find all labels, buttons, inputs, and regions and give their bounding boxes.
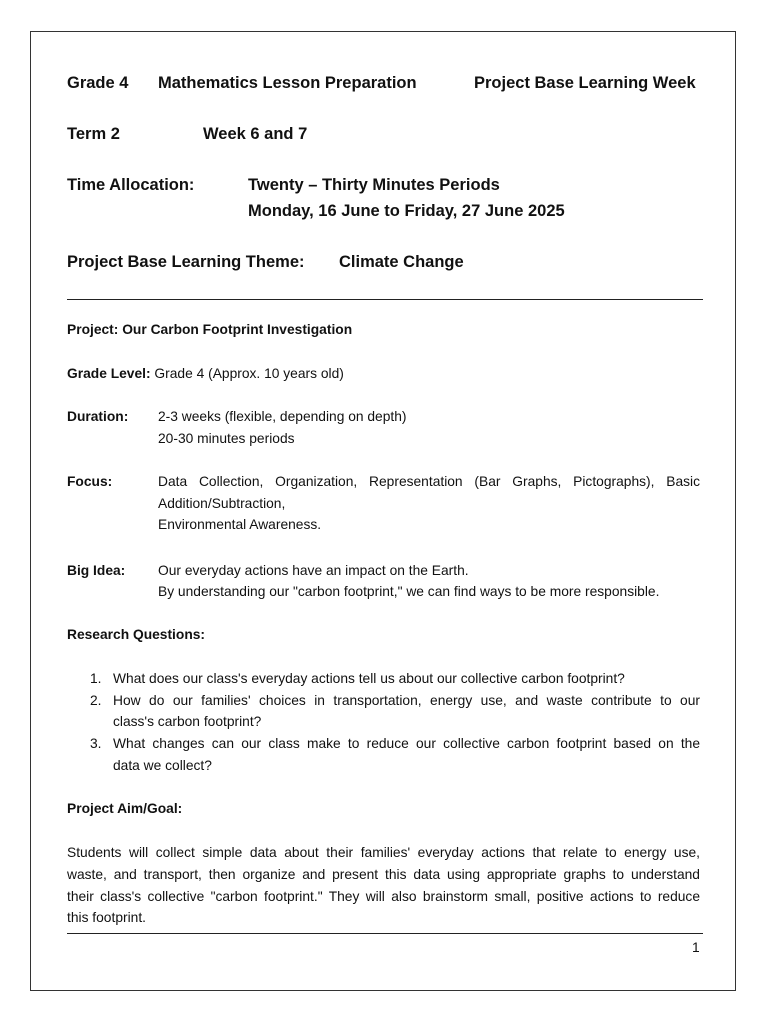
- date-range: Monday, 16 June to Friday, 27 June 2025: [248, 202, 565, 220]
- time-allocation-value: Twenty – Thirty Minutes Periods: [248, 176, 500, 194]
- program-heading: Project Base Learning Week: [474, 74, 696, 92]
- page-number: 1: [692, 940, 700, 955]
- question-1-number: 1.: [90, 671, 102, 686]
- grade-level-value: Grade 4 (Approx. 10 years old): [150, 366, 344, 381]
- aim-line-4: this footprint.: [67, 910, 146, 925]
- duration-label: Duration:: [67, 409, 129, 424]
- question-2-line-1: How do our families' choices in transportation, energy use, and waste contribute to our: [113, 693, 700, 708]
- header-divider: [67, 299, 703, 300]
- aim-line-1: Students will collect simple data about their families' everyday actions that relate to energy use,: [67, 845, 700, 860]
- term-heading: Term 2: [67, 125, 120, 143]
- grade-heading: Grade 4: [67, 74, 129, 92]
- project-aim-heading: Project Aim/Goal:: [67, 801, 183, 816]
- question-3-line-2: data we collect?: [113, 758, 212, 773]
- grade-level-label: Grade Level:: [67, 366, 151, 381]
- subject-heading: Mathematics Lesson Preparation: [158, 74, 417, 92]
- question-3-line-1: What changes can our class make to reduce our collective carbon footprint based on the: [113, 736, 700, 751]
- aim-line-2: waste, and transport, then organize and present this data using appropriate graphs to understand: [67, 867, 700, 882]
- duration-line-2: 20-30 minutes periods: [158, 431, 295, 446]
- question-2-number: 2.: [90, 693, 102, 708]
- research-questions-heading: Research Questions:: [67, 627, 206, 642]
- big-idea-label: Big Idea:: [67, 563, 126, 578]
- footer-divider: [67, 933, 703, 934]
- aim-line-3: their class's collective "carbon footprint." They will also brainstorm small, positive actions to reduce: [67, 889, 700, 904]
- focus-line-3: Environmental Awareness.: [158, 517, 322, 532]
- weeks-heading: Week 6 and 7: [203, 125, 308, 143]
- big-idea-line-1: Our everyday actions have an impact on the Earth.: [158, 563, 469, 578]
- focus-line-2: Addition/Subtraction,: [158, 496, 286, 511]
- grade-level-row: [67, 366, 344, 381]
- duration-line-1: 2-3 weeks (flexible, depending on depth): [158, 409, 407, 424]
- focus-line-1: Data Collection, Organization, Representation (Bar Graphs, Pictographs), Basic: [158, 474, 700, 489]
- theme-label: Project Base Learning Theme:: [67, 253, 305, 271]
- question-2-line-2: class's carbon footprint?: [113, 714, 262, 729]
- question-3-number: 3.: [90, 736, 102, 751]
- project-title: Project: Our Carbon Footprint Investigation: [67, 322, 353, 337]
- theme-value: Climate Change: [339, 253, 464, 271]
- time-allocation-label: Time Allocation:: [67, 176, 195, 194]
- question-1-line-1: What does our class's everyday actions tell us about our collective carbon footprint?: [113, 671, 625, 686]
- focus-label: Focus:: [67, 474, 113, 489]
- big-idea-line-2: By understanding our "carbon footprint," we can find ways to be more responsible.: [158, 584, 660, 599]
